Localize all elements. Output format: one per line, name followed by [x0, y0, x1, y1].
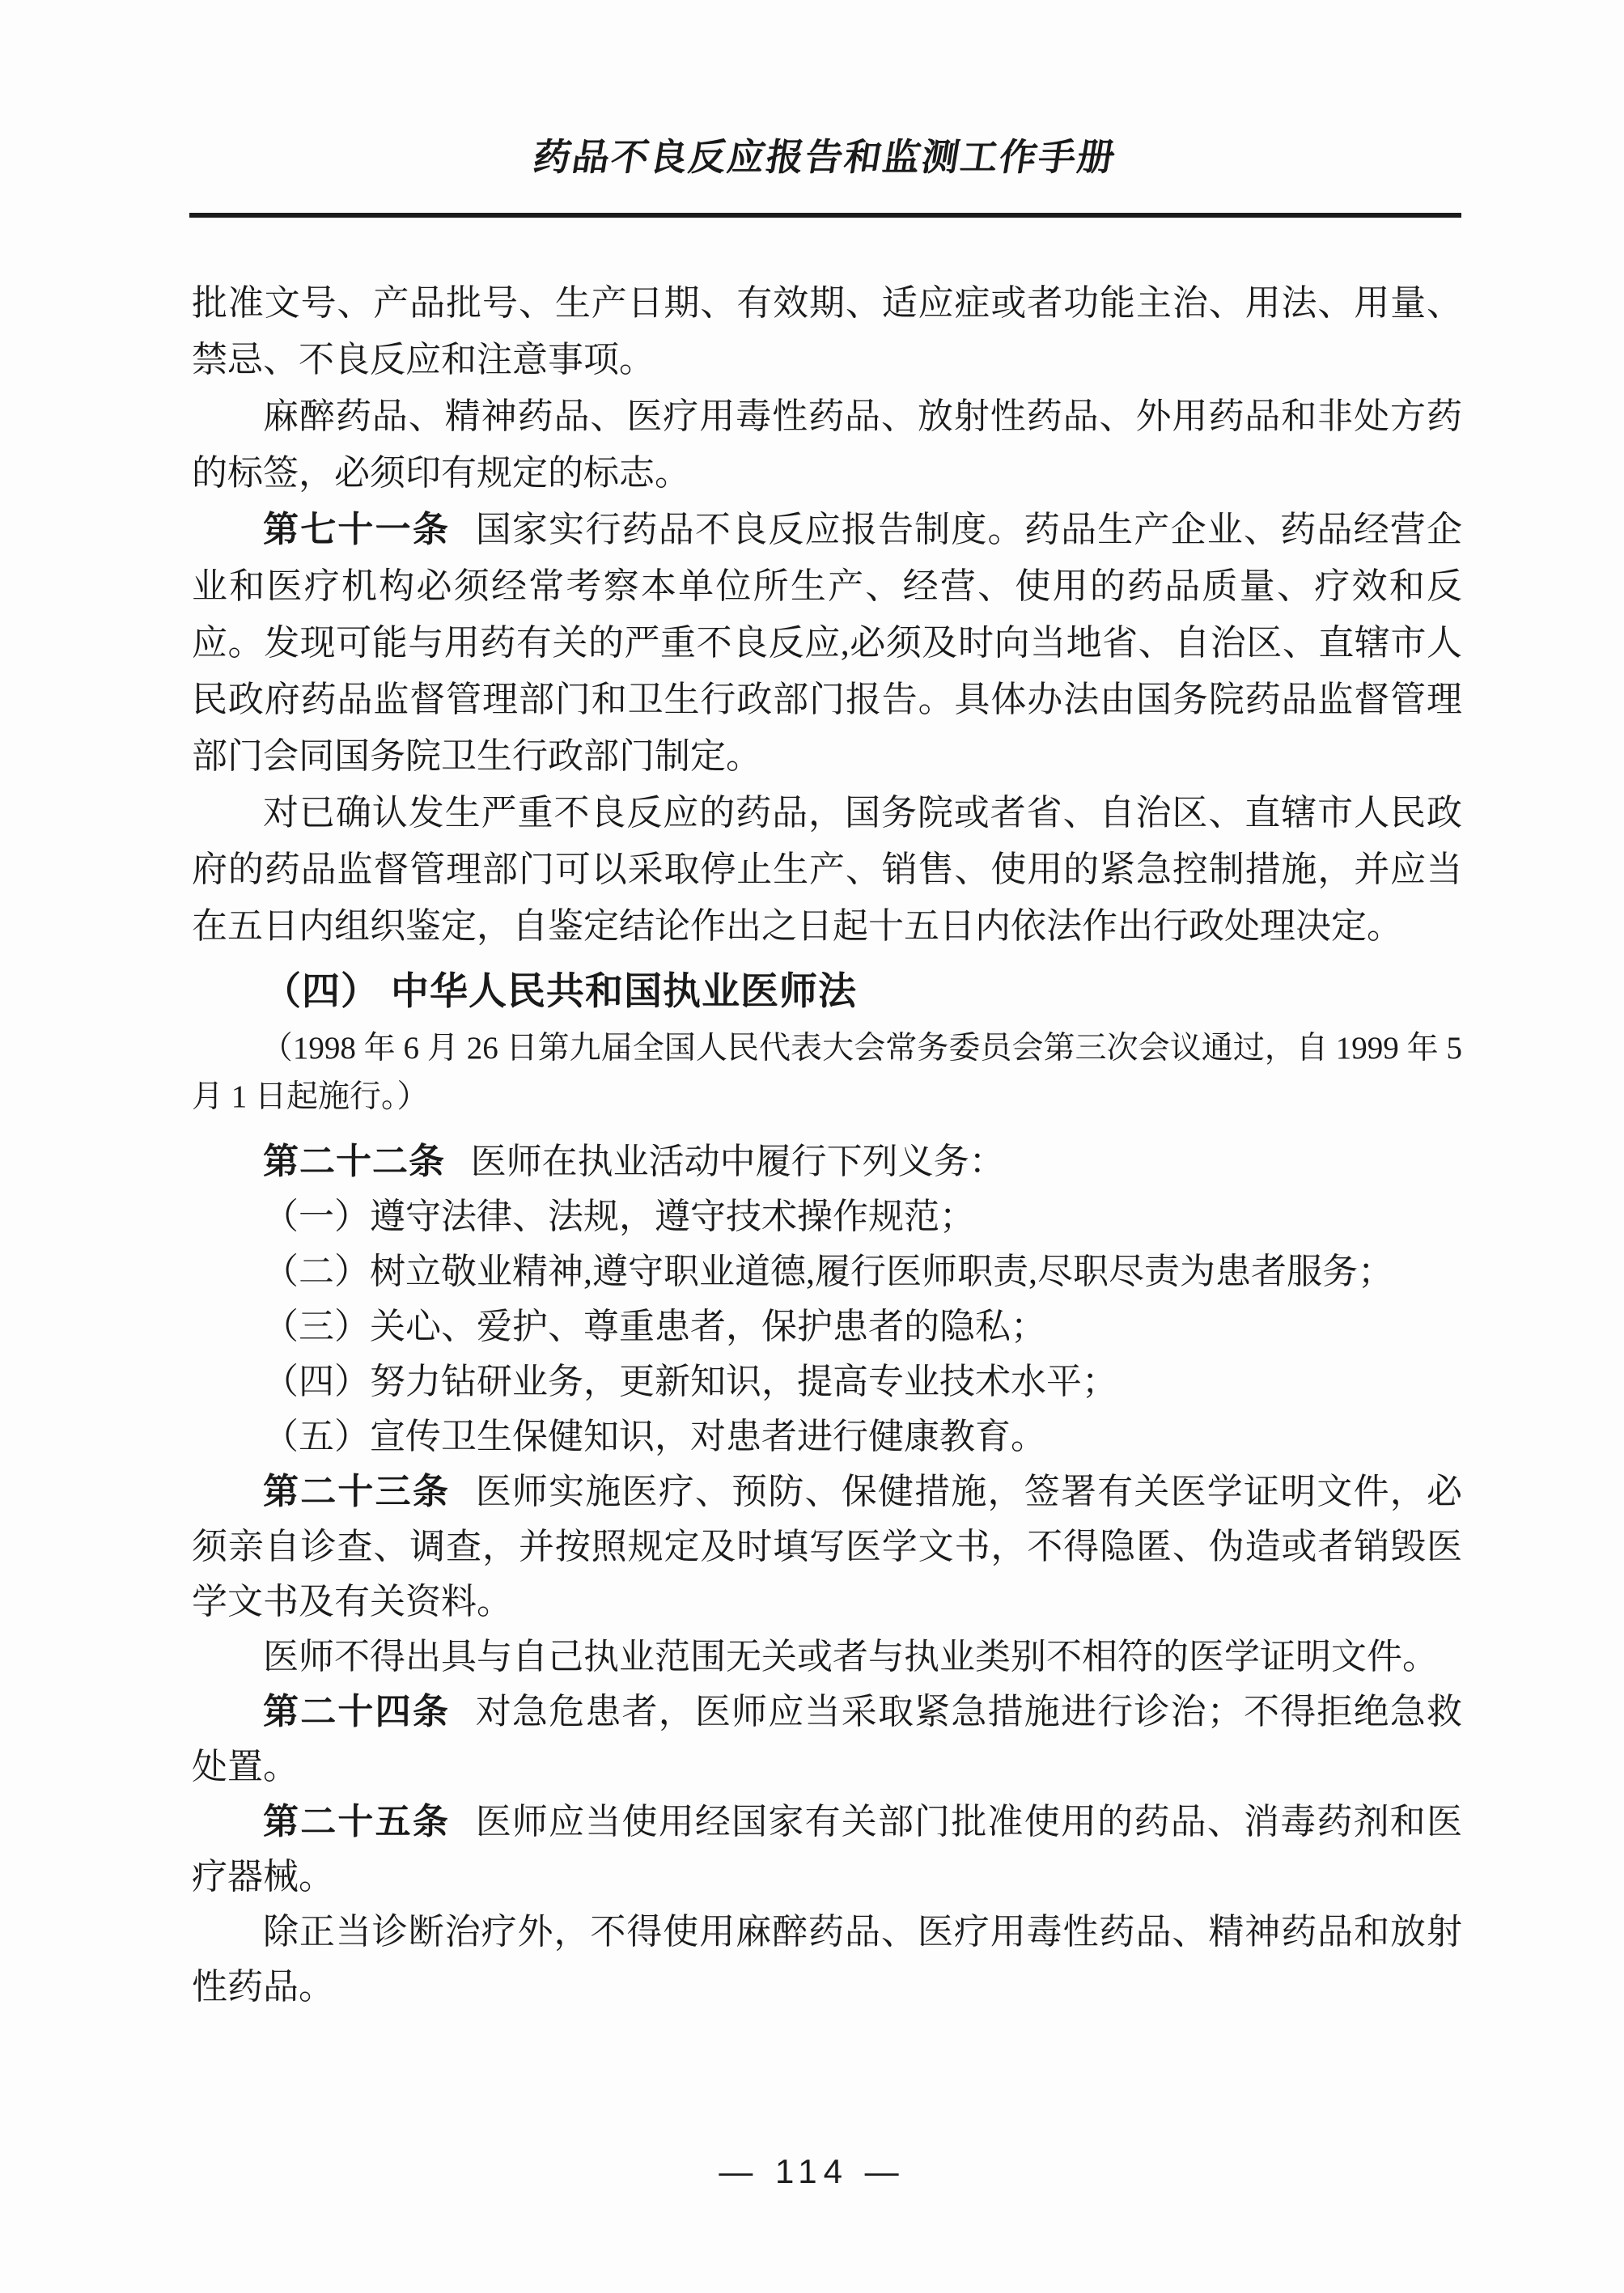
paragraph-text: 医师应当使用经国家有关部门批准使用的药品、消毒药剂和医疗器械。 [192, 1802, 1463, 1897]
list-item-5 [192, 1409, 1462, 1464]
enactment-note [192, 1024, 1462, 1121]
paragraph [192, 785, 1462, 955]
list-item-3 [192, 1299, 1462, 1354]
paragraph-article-71 [192, 502, 1462, 785]
paragraph-text: 对已确认发生严重不良反应的药品，国务院或者省、自治区、直辖市人民政府的药品监督管理部门可以采取停止生产、销售、使用的紧急控制措施，并应当在五日内组织鉴定，自鉴定结论作出之日起十五日内依法作出行政处理决定。 [192, 793, 1462, 946]
paragraph-text: 医师在执业活动中履行下列义务： [470, 1142, 1005, 1181]
paragraph-text: （五）宣传卫生保健知识，对患者进行健康教育。 [263, 1417, 1046, 1456]
paragraph-text: （四）努力钻研业务，更新知识，提高专业技术水平； [263, 1362, 1117, 1401]
paragraph-text: 对急危患者，医师应当采取紧急措施进行诊治；不得拒绝急救处置。 [192, 1692, 1463, 1787]
paragraph-article-23 [192, 1464, 1462, 1630]
paragraph-text: （一）遵守法律、法规，遵守技术操作规范； [263, 1197, 975, 1236]
running-header-title: 药品不良反应报告和监测工作手册 [530, 136, 1120, 178]
running-header [189, 128, 1461, 181]
list-item-1 [192, 1189, 1462, 1244]
section-drug-law [192, 275, 1462, 955]
list-item-2 [192, 1244, 1462, 1299]
paragraph-article-25 [192, 1795, 1462, 1905]
paragraph [192, 1630, 1462, 1685]
paragraph-article-22 [192, 1134, 1462, 1189]
document-body [192, 275, 1462, 2015]
page-number: — 114 — [719, 2152, 905, 2190]
paragraph-article-24 [192, 1685, 1462, 1795]
paragraph-text: 除正当诊断治疗外，不得使用麻醉药品、医疗用毒性药品、精神药品和放射性药品。 [192, 1912, 1462, 2007]
header-rule-divider [189, 213, 1461, 218]
paragraph [192, 275, 1462, 388]
article-number-label: 第二十五条 [263, 1802, 451, 1842]
article-number-label: 第七十一条 [263, 510, 451, 549]
page-footer [0, 2152, 1624, 2191]
paragraph-text: （三）关心、爱护、尊重患者，保护患者的隐私； [263, 1307, 1046, 1346]
paragraph-text: 批准文号、产品批号、生产日期、有效期、适应症或者功能主治、用法、用量、禁忌、不良反应和注意事项。 [192, 283, 1462, 379]
article-number-label: 第二十三条 [263, 1472, 451, 1511]
list-item-4 [192, 1354, 1462, 1409]
section-physician-law [192, 1024, 1462, 2015]
section-heading-physician-law: （四） 中华人民共和国执业医师法 [263, 969, 858, 1012]
article-number-label: 第二十四条 [263, 1692, 451, 1731]
paragraph-text: 国家实行药品不良反应报告制度。药品生产企业、药品经营企业和医疗机构必须经常考察本单位所生产、经营、使用的药品质量、疗效和反应。发现可能与用药有关的严重不良反应,必须及时向当地省、自治区、直辖市人民政府药品监督管理部门和卫生行政部门报告。具体办法由国务院药品监督管理部门会同国务院卫生行政部门制定。 [192, 510, 1463, 776]
paragraph-text: （1998 年 6 月 26 日第九届全国人民代表大会常务委员会第三次会议通过，自 1999 年 5 月 1 日起施行。） [192, 1031, 1462, 1114]
paragraph-text: 麻醉药品、精神药品、医疗用毒性药品、放射性药品、外用药品和非处方药的标签，必须印有规定的标志。 [192, 396, 1462, 493]
paragraph-text: 医师实施医疗、预防、保健措施，签署有关医学证明文件，必须亲自诊查、调查，并按照规定及时填写医学文书，不得隐匿、伪造或者销毁医学文书及有关资料。 [192, 1472, 1463, 1621]
paragraph-text: 医师不得出具与自己执业范围无关或者与执业类别不相符的医学证明文件。 [263, 1637, 1438, 1676]
paragraph [192, 388, 1462, 502]
paragraph-text: （二）树立敬业精神,遵守职业道德,履行医师职责,尽职尽责为患者服务； [263, 1252, 1393, 1291]
article-number-label: 第二十二条 [263, 1142, 445, 1181]
paragraph [192, 1905, 1462, 2015]
